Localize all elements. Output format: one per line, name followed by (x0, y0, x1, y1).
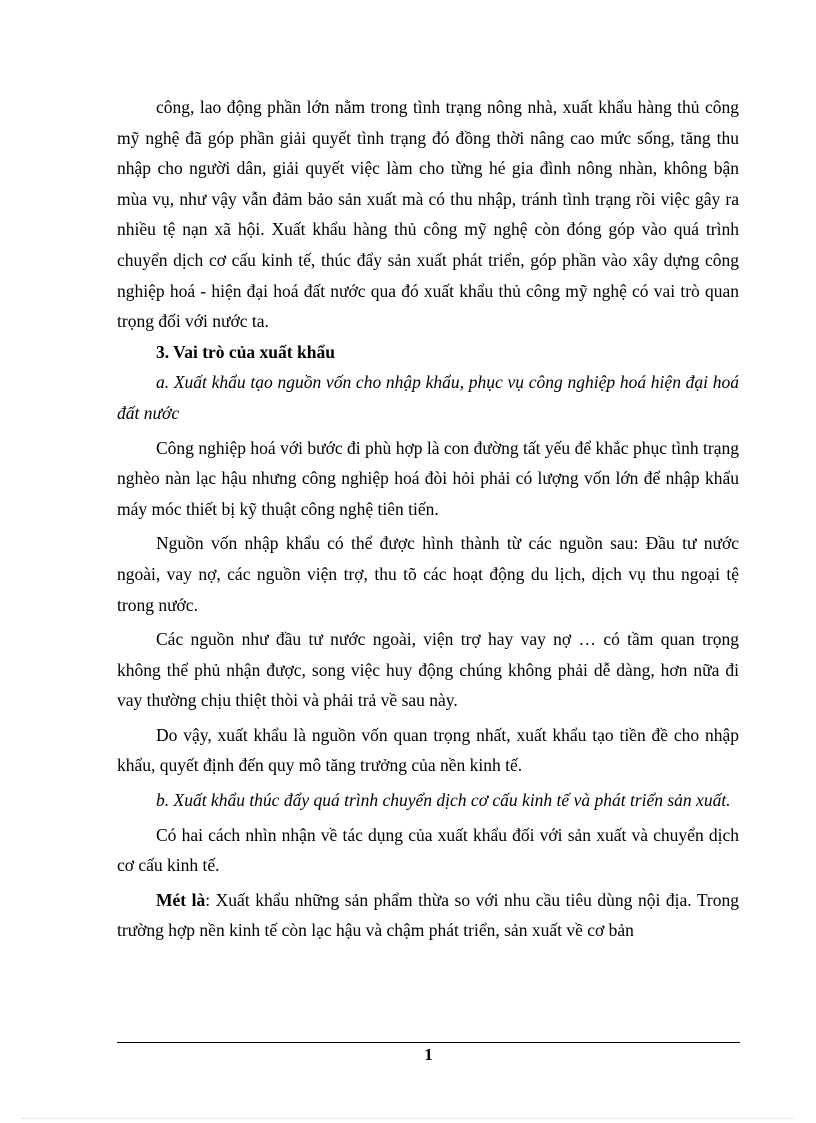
paragraph-industrialization: Công nghiệp hoá với bước đi phù hợp là con đường tất yếu để khắc phục tình trạng nghèo nàn lạc hậu nhưng công nghiệp hoá đòi hỏi phải có lượng vốn lớn để nhập khẩu máy móc thiết bị kỹ thuật công nghệ tiên tiến. (117, 437, 739, 519)
paragraph-continuation: công, lao động phần lớn nằm trong tình trạng nông nhà, xuất khẩu hàng thủ công mỹ nghệ đã góp phần giải quyết tình trạng đó đồng thời nâng cao mức sống, tăng thu nhập cho người dân, giải quyết việc làm cho từng hé gia đình nông nhàn, không bận mùa vụ, như vậy vẫn đảm bảo sản xuất mà có thu nhập, tránh tình trạng rồi việc gây ra nhiều tệ nạn xã hội. Xuất khẩu hàng thủ công mỹ nghệ còn đóng góp vào quá trình chuyển dịch cơ cấu kinh tế, thúc đẩy sản xuất phát triển, góp phần vào xây dựng công nghiệp hoá - hiện đại hoá đất nước qua đó xuất khẩu thủ công mỹ nghệ có vai trò quan trọng đối với nước ta. (117, 97, 739, 332)
paragraph-export-importance: Do vậy, xuất khẩu là nguồn vốn quan trọng nhất, xuất khẩu tạo tiền đề cho nhập khẩu, quyết định đến quy mô tăng trưởng của nền kinh tế. (117, 724, 739, 776)
paragraph-two-views: Có hai cách nhìn nhận về tác dụng của xuất khẩu đối với sản xuất và chuyển dịch cơ cấu kinh tế. (117, 824, 739, 876)
subheading-a: a. Xuất khẩu tạo nguồn vốn cho nhập khẩu, phục vụ công nghiệp hoá hiện đại hoá đất nước (117, 372, 739, 423)
page-edge (22, 1118, 794, 1119)
subheading-b: b. Xuất khẩu thúc đẩy quá trình chuyển dịch cơ cấu kinh tế và phát triển sản xuất. (156, 790, 731, 811)
page-body (117, 92, 739, 946)
paragraph-first-view (117, 885, 739, 946)
footer-divider (117, 1042, 740, 1043)
section-heading: 3. Vai trò của xuất khẩu (156, 341, 335, 362)
paragraph-first-view-text: : Xuất khẩu những sản phẩm thừa so với nhu cầu tiêu dùng nội địa. Trong trường hợp nền kinh tế còn lạc hậu và chậm phát triển, sản xuất về cơ bản (117, 889, 739, 941)
paragraph-capital-sources: Nguồn vốn nhập khẩu có thể được hình thành từ các nguồn sau: Đầu tư nước ngoài, vay nợ, các nguồn viện trợ, thu tõ các hoạt động du lịch, dịch vụ thu ngoại tệ trong nước. (117, 533, 739, 615)
paragraph-lead-term: Mét là (156, 889, 206, 910)
paragraph-foreign-investment: Các nguồn như đầu tư nước ngoài, viện trợ hay vay nợ … có tầm quan trọng không thể phủ nhận được, song việc huy động chúng không phải dễ dàng, hơn nữa đi vay thường chịu thiệt thòi và phải trả về sau này. (117, 629, 739, 711)
page-number: 1 (424, 1045, 433, 1064)
